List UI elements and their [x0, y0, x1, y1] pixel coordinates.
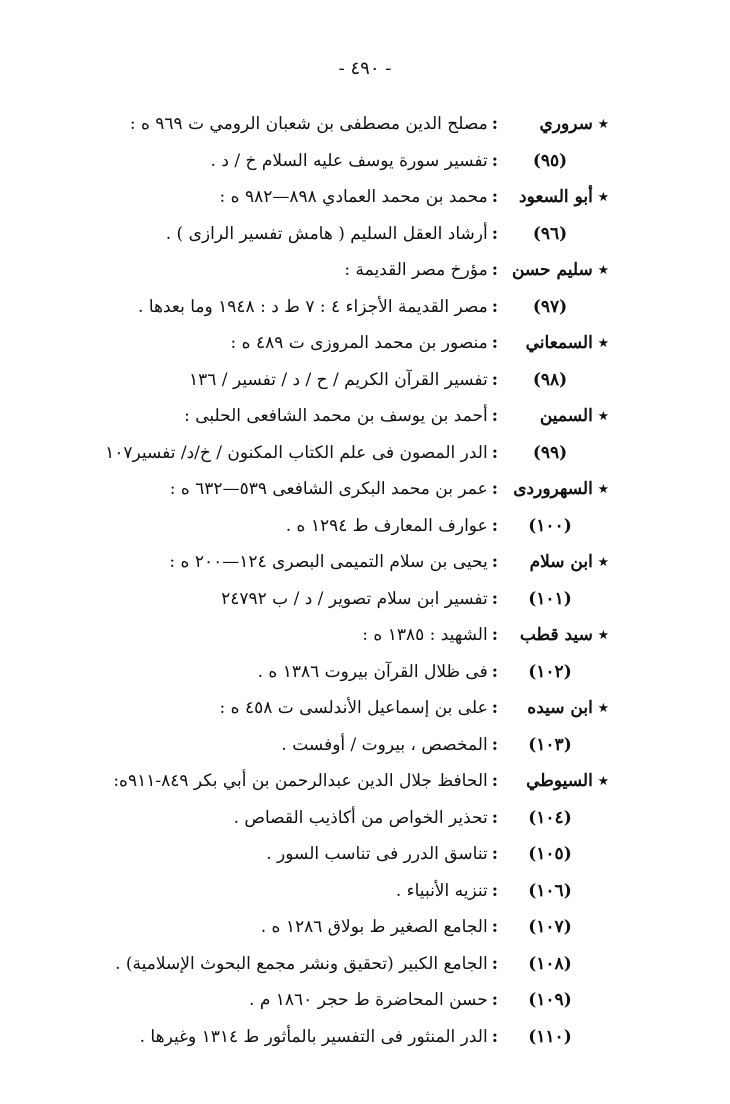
entry-text-wrap [0, 727, 498, 764]
colon-separator: : [491, 990, 498, 1010]
entry-row [0, 727, 730, 764]
entry-row [0, 362, 730, 399]
entry-text: أرشاد العقل السليم ( هامش تفسير الرازى ) . [165, 223, 488, 244]
entry-text-wrap [0, 106, 498, 143]
entry-row [0, 106, 730, 143]
entry-row [0, 982, 730, 1019]
colon-separator: : [491, 223, 498, 244]
entry-number: (١٠٩) [528, 990, 572, 1010]
entry-text: مصلح الدين مصطفى بن شعبان الرومي ت ٩٦٩ ه : [129, 114, 488, 134]
entry-text: الجامع الكبير (تحقيق ونشر مجمع البحوث الإسلامية) . [115, 953, 488, 974]
entry-text-wrap [0, 398, 498, 435]
entry-text: مصر القديمة الأجزاء ٤ : ٧ ط د : ١٩٤٨ وما بعدها . [138, 296, 488, 317]
author-name: ٭ سروري [539, 114, 608, 134]
colon-separator: : [491, 698, 498, 718]
entry-text-wrap [0, 763, 498, 800]
entry-text-wrap [0, 435, 498, 472]
bibliography-list [0, 106, 730, 1055]
author-name: ٭ سليم حسن [511, 260, 608, 280]
entry-number: (١٠٢) [528, 661, 572, 682]
colon-separator: : [491, 807, 498, 828]
colon-separator: : [491, 406, 498, 426]
entry-text-wrap [0, 909, 498, 946]
entry-text-wrap [0, 471, 498, 508]
entry-number: (١٠٧) [528, 917, 572, 937]
colon-separator: : [491, 588, 498, 609]
entry-number: (١٠٨) [528, 953, 572, 974]
colon-separator: : [491, 844, 498, 864]
colon-separator: : [491, 114, 498, 134]
colon-separator: : [491, 442, 498, 463]
entry-text-wrap [0, 617, 498, 654]
entry-number: (٩٩) [532, 442, 568, 463]
author-name: ٭ أبو السعود [519, 187, 608, 207]
entry-row [0, 909, 730, 946]
entry-text: الدر المنثور فى التفسير بالمأثور ط ١٣١٤ وغيرها . [139, 1026, 488, 1047]
entry-row [0, 508, 730, 545]
entry-text: حسن المحاضرة ط حجر ١٨٦٠ م . [249, 990, 488, 1010]
entry-row [0, 143, 730, 180]
author-name: ٭ سيد قطب [519, 625, 608, 645]
colon-separator: : [491, 661, 498, 682]
entry-text: الجامع الصغير ط بولاق ١٢٨٦ ه . [260, 917, 488, 937]
colon-separator: : [491, 333, 498, 353]
colon-separator: : [491, 880, 498, 901]
entry-text: الشهيد : ١٣٨٥ ه : [362, 625, 488, 645]
entry-text: المخصص ، بيروت / أوفست . [281, 734, 488, 755]
page-number: - ٤٩٠ - [338, 58, 392, 79]
entry-text-wrap [0, 800, 498, 837]
entry-row [0, 581, 730, 618]
colon-separator: : [491, 515, 498, 536]
entry-text-wrap [0, 143, 498, 180]
author-name: ٭ السمين [539, 406, 608, 426]
entry-number: (١٠٥) [528, 844, 572, 864]
entry-number: (٩٦) [532, 223, 568, 244]
entry-text-wrap [0, 325, 498, 362]
entry-number: (١٠٠) [528, 515, 572, 536]
author-name: ٭ السيوطي [526, 771, 608, 791]
entry-text: محمد بن محمد العمادي ٨٩٨—٩٨٢ ه : [219, 187, 488, 207]
colon-separator: : [491, 260, 498, 280]
entry-text-wrap [0, 836, 498, 873]
entry-number: (١١٠) [528, 1026, 572, 1047]
entry-text-wrap [0, 873, 498, 910]
entry-text: الدر المصون فى علم الكتاب المكنون / خ/د/ تفسير١٠٧ [105, 442, 488, 463]
colon-separator: : [491, 296, 498, 317]
entry-text: يحيى بن سلام التميمى البصرى ١٢٤—٢٠٠ ه : [169, 552, 488, 572]
entry-row [0, 325, 730, 362]
colon-separator: : [491, 771, 498, 791]
entry-text: الحافظ جلال الدين عبدالرحمن بن أبي بكر ٨٤٩-٩١١ه: [113, 771, 488, 791]
entry-row [0, 179, 730, 216]
entry-text: تفسير القرآن الكريم / ح / د / تفسير / ١٣٦ [189, 369, 488, 390]
entry-text-wrap [0, 252, 498, 289]
entry-row [0, 435, 730, 472]
entry-row [0, 654, 730, 691]
colon-separator: : [491, 734, 498, 755]
colon-separator: : [491, 187, 498, 207]
entry-row [0, 398, 730, 435]
entry-row [0, 836, 730, 873]
entry-text-wrap [0, 581, 498, 618]
entry-text-wrap [0, 216, 498, 253]
entry-text-wrap [0, 508, 498, 545]
entry-text: تفسير ابن سلام تصوير / د / ب ٢٤٧٩٢ [221, 588, 488, 609]
entry-number: (١٠٦) [528, 880, 572, 901]
entry-number: (٩٨) [532, 369, 568, 390]
entry-row [0, 216, 730, 253]
colon-separator: : [491, 479, 498, 499]
entry-text: منصور بن محمد المروزى ت ٤٨٩ ه : [230, 333, 488, 353]
entry-text: عمر بن محمد البكرى الشافعى ٥٣٩—٦٣٢ ه : [169, 479, 488, 499]
entry-number: (١٠١) [528, 588, 572, 609]
entry-text: أحمد بن يوسف بن محمد الشافعى الحلبى : [184, 406, 488, 426]
author-name: ٭ ابن سلام [529, 552, 608, 572]
entry-number: (٩٥) [532, 150, 568, 171]
entry-row [0, 252, 730, 289]
author-name: ٭ السهروردى [513, 479, 608, 499]
colon-separator: : [491, 625, 498, 645]
entry-row [0, 800, 730, 837]
colon-separator: : [491, 953, 498, 974]
entry-text: تحذير الخواص من أكاذيب القصاص . [233, 807, 488, 828]
entry-number: (١٠٤) [528, 807, 572, 828]
entry-row [0, 471, 730, 508]
entry-text: تفسير سورة يوسف عليه السلام خ / د . [210, 150, 488, 171]
entry-text: فى ظلال القرآن بيروت ١٣٨٦ ه . [257, 661, 488, 682]
author-name: ٭ السمعاني [525, 333, 608, 353]
entry-text: عوارف المعارف ط ١٢٩٤ ه . [285, 515, 488, 536]
entry-row [0, 1019, 730, 1056]
entry-text: تنزيه الأنبياء . [395, 880, 488, 901]
entry-text-wrap [0, 946, 498, 983]
entry-text-wrap [0, 982, 498, 1019]
entry-text-wrap [0, 690, 498, 727]
colon-separator: : [491, 917, 498, 937]
entry-text: تناسق الدرر فى تناسب السور . [266, 844, 488, 864]
colon-separator: : [491, 1026, 498, 1047]
entry-row [0, 690, 730, 727]
entry-text-wrap [0, 179, 498, 216]
entry-text-wrap [0, 289, 498, 326]
author-name: ٭ ابن سيده [527, 698, 608, 718]
entry-text: مؤرخ مصر القديمة : [344, 260, 488, 280]
entry-row [0, 289, 730, 326]
entry-row [0, 946, 730, 983]
entry-text-wrap [0, 654, 498, 691]
entry-row [0, 873, 730, 910]
entry-row [0, 544, 730, 581]
entry-row [0, 617, 730, 654]
entry-text: على بن إسماعيل الأندلسى ت ٤٥٨ ه : [219, 698, 488, 718]
colon-separator: : [491, 369, 498, 390]
entry-number: (٩٧) [532, 296, 568, 317]
entry-text-wrap [0, 362, 498, 399]
entry-text-wrap [0, 1019, 498, 1056]
entry-number: (١٠٣) [528, 734, 572, 755]
colon-separator: : [491, 150, 498, 171]
entry-text-wrap [0, 544, 498, 581]
colon-separator: : [491, 552, 498, 572]
entry-row [0, 763, 730, 800]
